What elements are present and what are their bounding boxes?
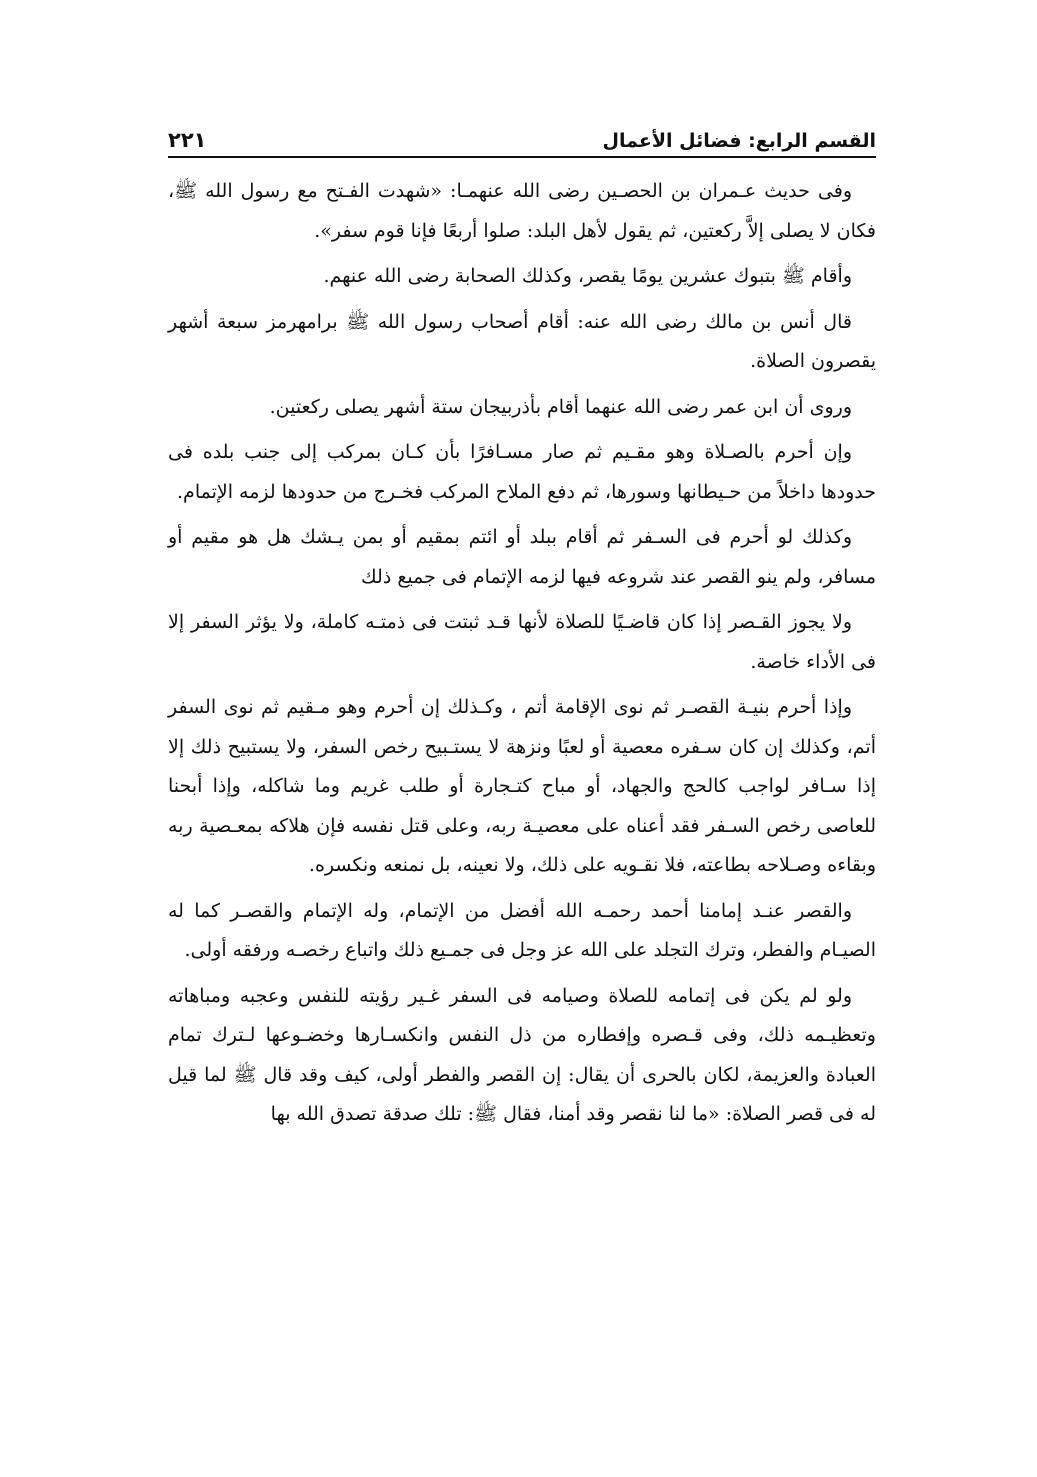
page-number: ٢٢١ [168, 128, 207, 152]
section-title: القسم الرابع: فضائل الأعمال [602, 130, 876, 152]
paragraph: وكذلك لو أحرم فى السـفر ثم أقام ببلد أو ائتم بمقيم أو بمن يـشك هل هو مقيم أو مسافر، ولم ينو القصر عند شروعه فيها لزمه الإتمام فى جميع ذلك [168, 526, 876, 588]
paragraph: قال أنس بن مالك رضى الله عنه: أقام أصحاب رسول الله ﷺ برامهرمز سبعة أشهر يقصرون الصلاة. [168, 310, 876, 372]
paragraph: والقصر عنـد إمامنا أحمد رحمـه الله أفضل من الإتمام، وله الإتمام والقصـر كما له الصيـام والفطر، وترك التجلد على الله عز وجل فى جمـيع ذلك واتباع رخصـه ورفقه أولى. [168, 899, 876, 961]
paragraph: وفى حديث عـمران بن الحصـين رضى الله عنهمـا: «شهدت الفـتح مع رسول الله ﷺ، فكان لا يصلى إلاَّ ركعتين، ثم يقول لأهل البلد: صلوا أربعًا فإنا قوم سفر». [168, 180, 876, 242]
paragraph: وأقام ﷺ بتبوك عشرين يومًا يقصر، وكذلك الصحابة رضى الله عنهم. [323, 265, 852, 287]
running-header [168, 112, 876, 158]
paragraph: وإذا أحرم بنيـة القصـر ثم نوى الإقامة أتم ، وكـذلك إن أحرم وهو مـقيم ثم نوى السفر أتم، وكذلك إن كان سـفره معصية أو لعبًا ونزهة لا يستـبيح رخص السفر، ولا يستبيح ذلك إلا إذا سـافر لواجب كالحج والجهاد، أو مباح كتـجارة أو طلب غريم وما شاكله، وإذا أبحنا للعاصى رخص السـفر فقد أعناه على معصيـة ربه، وعلى قتل نفسه فإن هلاكه بمعـصية ربه وبقاءه وصـلاحه بطاعته، فلا نقـويه على ذلك، ولا نعينه، بل نمنعه ونكسره. [168, 696, 876, 876]
book-page [168, 112, 876, 1141]
paragraph: وإن أحرم بالصـلاة وهو مقـيم ثم صار مسـافرًا بأن كـان بمركب إلى جنب بلده فى حدودها داخلاً من حـيطانها وسورها، ثم دفع الملاح المركب فخـرج من حدودها لزمه الإتمام. [168, 441, 876, 503]
body-text [168, 172, 876, 1135]
paragraph: ولو لم يكن فى إتمامه للصلاة وصيامه فى السفر غـير رؤيته للنفس وعجبه ومباهاته وتعظيـمه ذلك، وفى قـصره وإفطاره من ذل النفس وانكسـارها وخضـوعها لـترك تمام العبادة والعزيمة، لكان بالحرى أن يقال: إن القصر والفطر أولى، كيف وقد قال ﷺ لما قيل له فى قصر الصلاة: «ما لنا نقصر وقد أمنا، فقال ﷺ: تلك صدقة تصدق الله بها [168, 984, 876, 1125]
paragraph: ولا يجوز القـصر إذا كان قاضـيًا للصلاة لأنها قـد ثبتت فى ذمتـه كاملة، ولا يؤثر السفر إلا فى الأداء خاصة. [168, 611, 876, 673]
paragraph: وروى أن ابن عمر رضى الله عنهما أقام بأذربيجان ستة أشهر يصلى ركعتين. [269, 395, 852, 418]
